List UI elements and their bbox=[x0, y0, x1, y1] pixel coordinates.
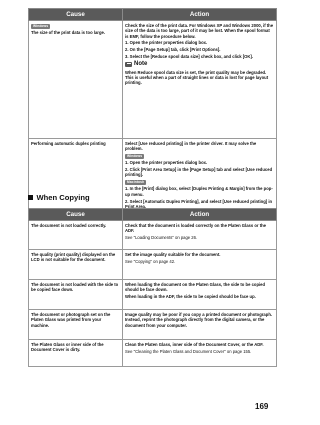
action-text: Check that the document is loaded correctly on the Platen Glass or the ADF. bbox=[125, 223, 267, 234]
cause-column-header: Cause bbox=[29, 209, 123, 221]
table-row bbox=[29, 340, 277, 367]
section-heading bbox=[28, 193, 90, 202]
action-text: When loading in the ADF, the side to be copied should be face up. bbox=[125, 294, 256, 300]
troubleshooting-table-print bbox=[28, 8, 277, 217]
square-bullet-icon bbox=[28, 195, 33, 200]
note-label: Note bbox=[134, 61, 148, 68]
table-row bbox=[29, 250, 277, 280]
troubleshooting-table-copying bbox=[28, 208, 277, 367]
action-cell bbox=[123, 221, 277, 250]
action-text: Select [Use reduced printing] in the printer driver. It may solve the problem. bbox=[125, 141, 257, 152]
cause-cell bbox=[29, 340, 123, 367]
cause-column-header: Cause bbox=[29, 9, 123, 21]
action-column-header: Action bbox=[123, 9, 277, 21]
cause-text: The document is not loaded correctly. bbox=[31, 223, 107, 228]
see-reference: See "Loading Documents" on page 26. bbox=[125, 235, 198, 241]
cause-cell bbox=[29, 310, 123, 340]
windows-badge: Windows bbox=[33, 24, 49, 28]
action-step: 2. On the [Page Setup] tab, click [Print Options]. bbox=[125, 47, 221, 53]
cause-cell bbox=[29, 280, 123, 310]
table-row bbox=[29, 310, 277, 340]
action-cell bbox=[123, 310, 277, 340]
cause-text: The Platen Glass or inner side of the Document Cover is dirty. bbox=[31, 342, 104, 353]
action-cell bbox=[123, 340, 277, 367]
table-row bbox=[29, 221, 277, 250]
cause-text: The document is not loaded with the side to be copied face down. bbox=[31, 282, 119, 293]
action-text: Check the size of the print data. For Windows XP and Windows 2000, if the size of the data is too large, part of it may be lost. When the spool format is EMF, follow the procedure below. bbox=[125, 23, 274, 39]
see-reference: See "Copying" on page 42. bbox=[125, 258, 176, 264]
note-text: When Reduce spool data size is set, the print quality may be degraded. This is useful when a part of straight lines or data is lost for page layout printing. bbox=[125, 69, 269, 86]
cause-text: The quality (print quality) displayed on the LCD is not suitable for the document. bbox=[31, 252, 116, 263]
cause-text: The document or photograph set on the Platen Glass was printed from your machine. bbox=[31, 312, 111, 328]
note-icon bbox=[125, 62, 132, 68]
table-row bbox=[29, 139, 277, 217]
action-text: Clean the Platen Glass, inner side of the Document Cover, or the ADF. bbox=[125, 342, 264, 347]
action-cell bbox=[123, 250, 277, 280]
action-text: When loading the document on the Platen Glass, the side to be copied should be face down. bbox=[125, 282, 266, 293]
cause-cell bbox=[29, 250, 123, 280]
action-step: 1. Open the printer properties dialog box. bbox=[125, 160, 208, 166]
macintosh-badge: Macintosh bbox=[127, 180, 145, 185]
action-column-header: Action bbox=[123, 209, 277, 221]
action-cell bbox=[123, 139, 277, 217]
action-cell bbox=[123, 21, 277, 139]
windows-badge: Windows bbox=[127, 154, 143, 159]
section-title: When Copying bbox=[36, 193, 90, 202]
note-heading bbox=[125, 61, 274, 68]
action-text: Image quality may be poor if you copy a printed document or photograph. Instead, reprint the photograph directly from the digital camera, or the document from your computer. bbox=[125, 312, 273, 328]
cause-text: Performing automatic duplex printing bbox=[31, 141, 106, 146]
action-step: 1. Open the printer properties dialog box. bbox=[125, 40, 208, 46]
cause-text: The size of the print data is too large. bbox=[31, 30, 105, 36]
action-cell bbox=[123, 280, 277, 310]
page-number: 169 bbox=[255, 402, 269, 411]
cause-cell bbox=[29, 21, 123, 139]
action-step: 1. In the [Print] dialog box, select [Duplex Printing & Margin] from the pop-up menu. bbox=[125, 186, 273, 197]
table-header-row bbox=[29, 209, 277, 221]
action-step: 3. Select the [Reduce spool data size] check box, and click [OK]. bbox=[125, 54, 253, 60]
table-row bbox=[29, 21, 277, 139]
see-reference: See "Cleaning the Platen Glass and Document Cover" on page 155. bbox=[125, 348, 252, 354]
action-step: 2. Select [Automatic Duplex Printing], and select [Use reduced printing] in Print Area. bbox=[125, 198, 273, 209]
cause-cell bbox=[29, 221, 123, 250]
table-row bbox=[29, 280, 277, 310]
action-text: Set the image quality suitable for the document. bbox=[125, 252, 221, 257]
action-step: 2. Click [Print Area Setup] in the [Page Setup] tab and select [Use reduced printing]. bbox=[125, 167, 273, 178]
cause-cell bbox=[29, 139, 123, 217]
table-header-row bbox=[29, 9, 277, 21]
